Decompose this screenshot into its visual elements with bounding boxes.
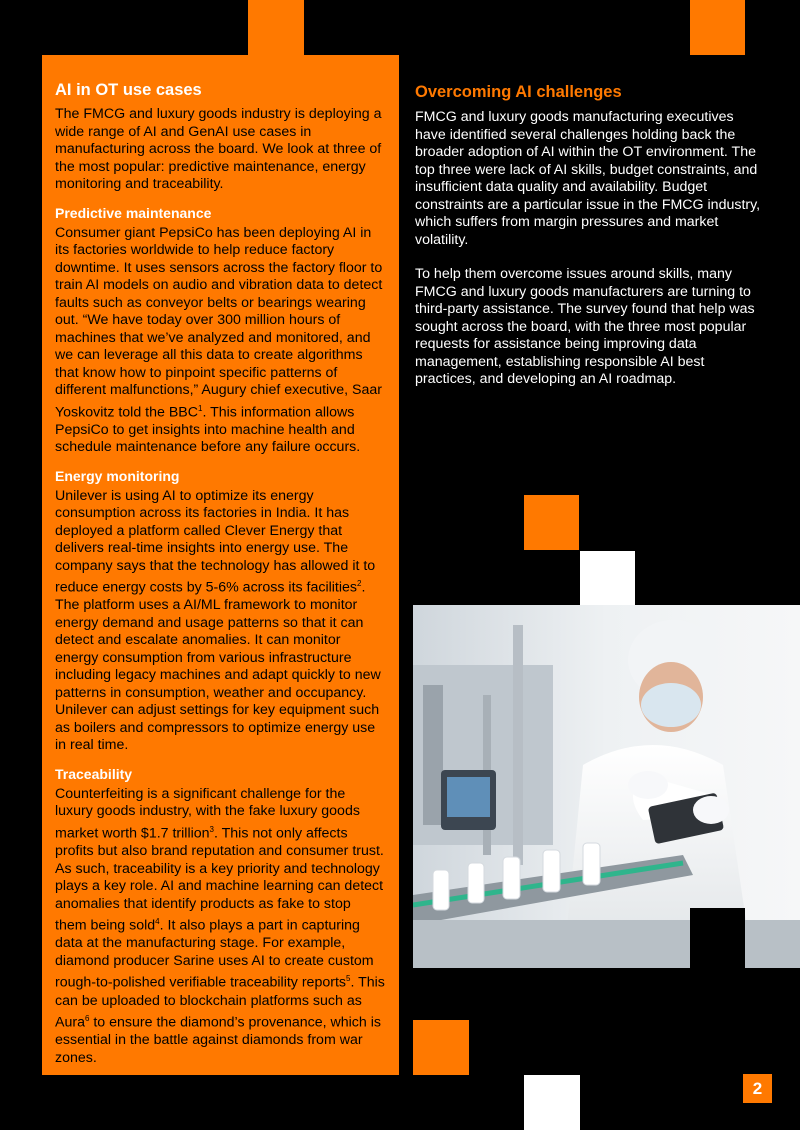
traceability-paragraph: Counterfeiting is a significant challenge for the luxury goods industry, with the fake luxury goods market worth $1.7 trillion$^3$. This not only affects profits but also brand reputation and consumer trust. As such, traceability is a key priority and technology plays a key role. AI and machine learning can detect anomalies that identify products as fake to stop them being sold$^4$. It also plays a part in capturing data at the manufacturing stage. For example, diamond producer Sarine uses AI to create custom rough-to-polished verifiable traceability reports$^5$. This can be uploaded to blockchain platforms such as Aura$^6$ to ensure the diamond’s provenance, which is essential in the battle against diamonds from war zones. <box>55 785 385 1066</box>
challenges-paragraph: FMCG and luxury goods manufacturing executives have identified several challenges holding back the broader adoption of AI within the OT environment. The top three were lack of AI skills, budget constraints, and insufficient data quality and availability. Budget constraints are a particular issue in the FMCG industry, which suffers from margin pressures and market volatility. <box>415 109 761 248</box>
predictive-maintenance-paragraph: Consumer giant PepsiCo has been deploying AI in its factories worldwide to help reduce factory downtime. It uses sensors across the factory floor to train AI models on audio and vibration data to detect faults such as conveyor belts or bearings wearing out. “We have today over 300 million hours of machines that we’ve analyzed and monitored, and we can leverage all this data to create algorithms that know how to pinpoint specific patterns of different malfunctions,” Augury chief executive, Saar Yoskovitz told the BBC$^1$. This information allows PepsiCo to get insights into machine health and schedule maintenance before any failure occurs. <box>55 224 383 456</box>
decor-square <box>524 1075 580 1130</box>
subheading-predictive-maintenance: Predictive maintenance <box>55 204 212 221</box>
intro-paragraph: The FMCG and luxury goods industry is deploying a wide range of AI and GenAI use cases in manufacturing across the board. We look at three of the most popular: predictive maintenance, energy monitoring and traceability. <box>55 106 382 192</box>
section-title: Overcoming AI challenges <box>415 83 622 101</box>
subheading-energy-monitoring: Energy monitoring <box>55 467 180 484</box>
decor-square <box>690 0 745 55</box>
decor-square <box>580 551 635 606</box>
ai-challenges-section <box>415 82 767 406</box>
decor-square <box>524 495 579 550</box>
section-title: AI in OT use cases <box>55 81 202 99</box>
page-number: 2 <box>743 1074 772 1103</box>
decor-square <box>248 0 304 56</box>
assistance-paragraph: To help them overcome issues around skills, many FMCG and luxury goods manufacturers are turning to third-party assistance. The survey found that help was sought across the board, with the three most popular requests for assistance being improving data management, establishing responsible AI best practices, and developing an AI roadmap. <box>415 266 755 387</box>
decor-square <box>413 1020 469 1075</box>
energy-monitoring-paragraph: Unilever is using AI to optimize its energy consumption across its factories in India. It has deployed a platform called Clever Energy that delivers real-time insights into energy use. The company says that the technology has allowed it to reduce energy costs by 5-6% across its facilities$^2$. The platform uses a AI/ML framework to monitor energy demand and usage patterns so that it can detect and escalate anomalies. It can monitor energy consumption from various infrastructure including legacy machines and adapt quickly to new patterns in consumption, weather and occupancy. Unilever can adjust settings for key equipment such as boilers and compressors to optimize energy use in real time. <box>55 487 381 754</box>
subheading-traceability: Traceability <box>55 765 133 782</box>
ai-use-cases-section <box>55 80 385 1067</box>
decor-square <box>690 908 745 968</box>
